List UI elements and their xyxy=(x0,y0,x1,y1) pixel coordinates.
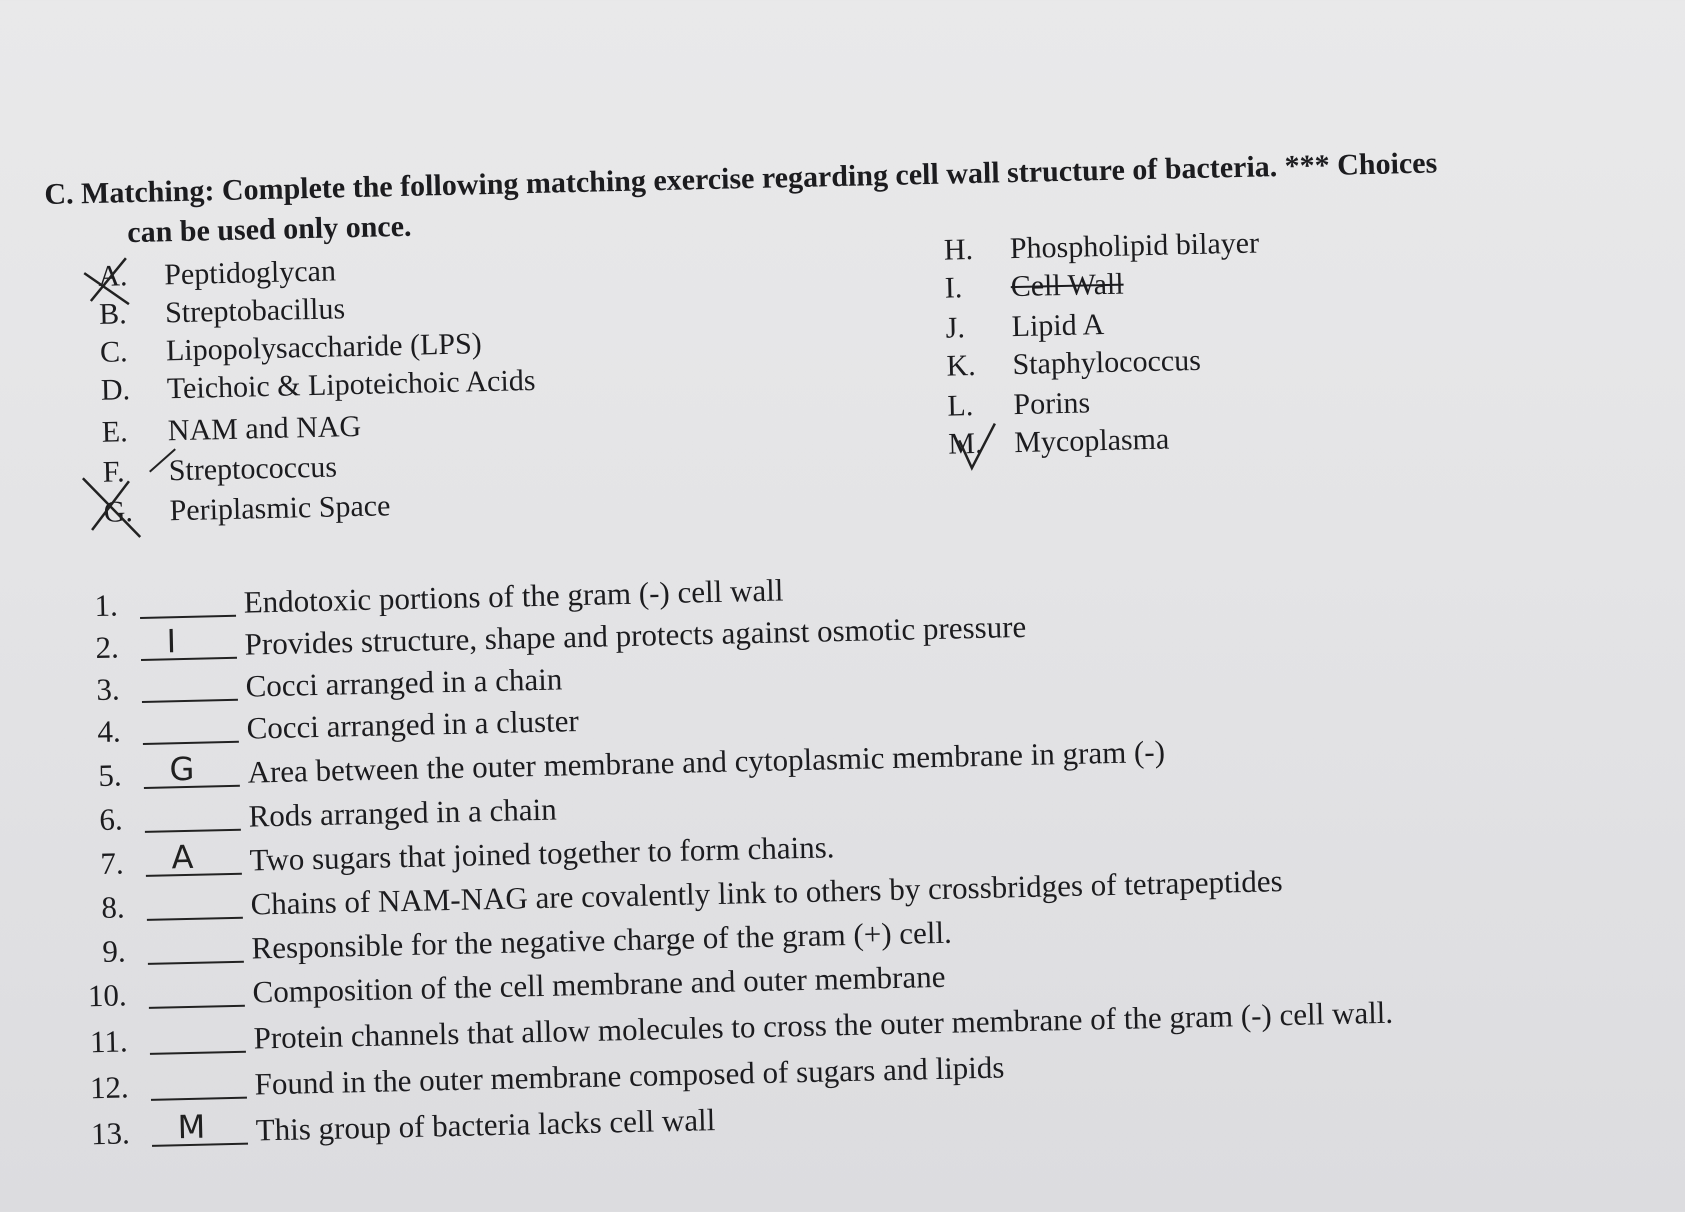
choice-b: B. Streptobacillus xyxy=(98,292,346,331)
choice-f: F. Streptococcus xyxy=(102,450,338,489)
answer-blank[interactable]: I xyxy=(140,627,237,661)
choice-h: H. Phospholipid bilayer xyxy=(943,226,1260,267)
question-6: 6. Rods arranged in a chain xyxy=(98,791,558,837)
section-heading xyxy=(44,140,1685,253)
answer-blank[interactable] xyxy=(148,975,245,1009)
choice-m: M. Mycoplasma xyxy=(947,422,1170,461)
choice-d: D. Teichoic & Lipoteichoic Acids xyxy=(100,363,536,407)
heading-line-1: C. Matching: Complete the following matching exercise regarding cell wall structure of bacteria. *** Choices xyxy=(44,146,1438,212)
question-5: 5. G Area between the outer membrane and cytoplasmic membrane in gram (-) xyxy=(97,733,1166,793)
choice-l: L. Porins xyxy=(947,386,1091,423)
answer-blank[interactable]: A xyxy=(145,843,242,877)
choice-c: C. Lipopolysaccharide (LPS) xyxy=(99,327,483,369)
question-4: 4. Cocci arranged in a cluster xyxy=(96,703,580,749)
answer-blank[interactable] xyxy=(147,931,244,965)
answer-blank[interactable] xyxy=(139,585,236,619)
choice-e: E. NAM and NAG xyxy=(101,409,362,449)
question-3: 3. Cocci arranged in a chain xyxy=(96,661,563,707)
answer-blank[interactable] xyxy=(149,1021,246,1055)
question-7: 7. A Two sugars that joined together to form chains. xyxy=(99,829,835,881)
heading-line-2: can be used only once. xyxy=(126,209,412,250)
question-8: 8. Chains of NAM-NAG are covalently link to others by crossbridges of tetrapeptides xyxy=(100,863,1283,925)
choice-k: K. Staphylococcus xyxy=(946,343,1202,383)
question-10: 10. Composition of the cell membrane and outer membrane xyxy=(87,958,946,1014)
question-13: 13. M This group of bacteria lacks cell wall xyxy=(90,1102,716,1152)
answer-blank[interactable] xyxy=(142,711,239,745)
answer-blank[interactable] xyxy=(150,1067,247,1101)
question-12: 12. Found in the outer membrane composed of sugars and lipids xyxy=(89,1049,1005,1106)
answer-blank[interactable]: G xyxy=(143,755,240,789)
choice-g: G. Periplasmic Space xyxy=(103,489,391,529)
answer-blank[interactable] xyxy=(146,887,243,921)
choice-j: J. Lipid A xyxy=(945,308,1105,345)
question-2: 2. I Provides structure, shape and protects against osmotic pressure xyxy=(95,608,1027,665)
answer-blank[interactable] xyxy=(141,669,238,703)
choice-a: A. Peptidoglycan xyxy=(97,254,337,293)
question-1: 1. Endotoxic portions of the gram (-) cell wall xyxy=(94,572,784,624)
answer-blank[interactable]: M xyxy=(151,1113,248,1147)
answer-blank[interactable] xyxy=(144,799,241,833)
question-9: 9. Responsible for the negative charge of the gram (+) cell. xyxy=(101,914,953,969)
choice-i: I. Cell Wall xyxy=(944,267,1124,305)
question-11: 11. Protein channels that allow molecules to cross the outer membrane of the gram (-) cell wall. xyxy=(89,994,1394,1060)
